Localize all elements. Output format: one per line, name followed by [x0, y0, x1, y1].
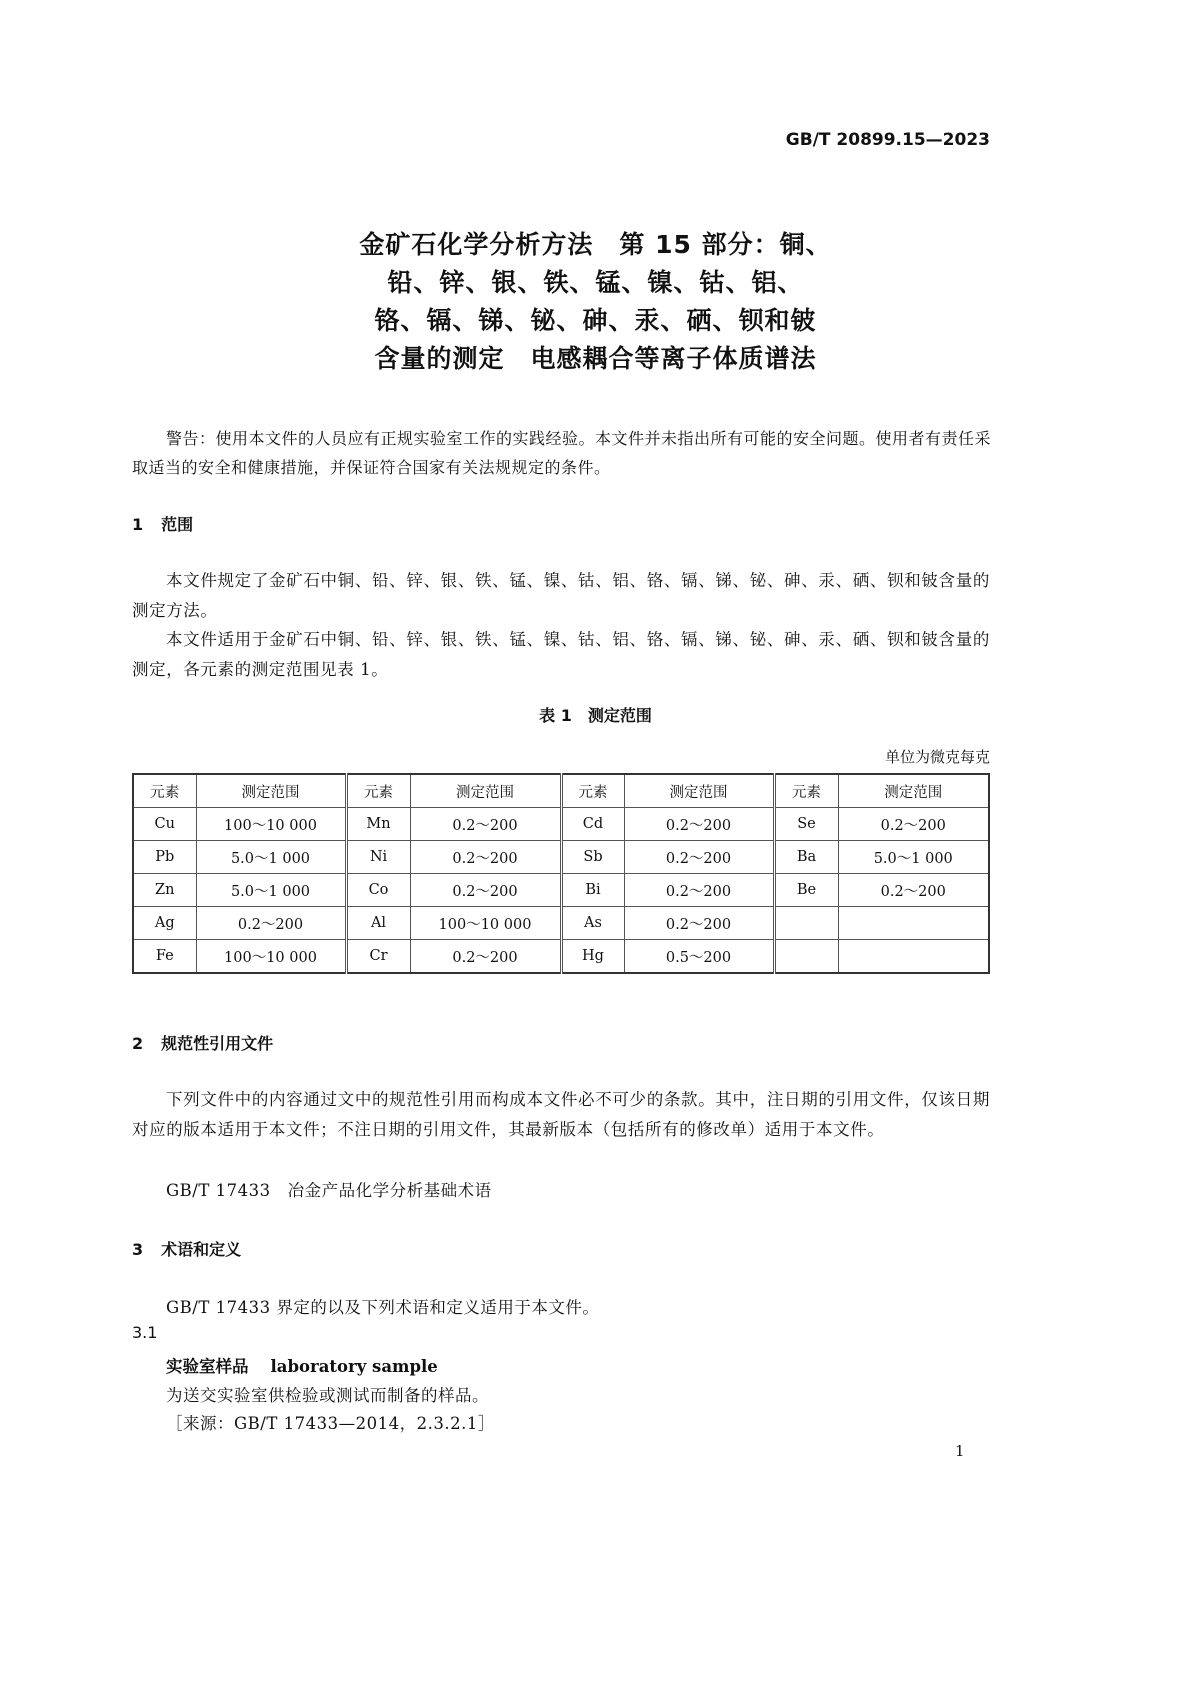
range-cell: 测定范围 — [410, 774, 561, 808]
range-cell: 测定范围 — [624, 774, 774, 808]
range-cell: 0.2～200 — [410, 874, 561, 907]
paragraph: 本文件规定了金矿石中铜、铅、锌、银、铁、锰、镍、钴、铝、铬、镉、锑、铋、砷、汞、硒、钡和铍含量的测定方法。 — [132, 571, 990, 620]
table-row — [133, 841, 989, 874]
document-title — [0, 226, 1191, 378]
element-cell: Fe — [133, 940, 196, 974]
range-cell: 0.2～200 — [410, 940, 561, 974]
range-cell: 0.5～200 — [624, 940, 774, 974]
table-row — [133, 874, 989, 907]
section-number: 2 — [132, 1034, 144, 1053]
element-cell: Sb — [561, 841, 624, 874]
element-cell: 元素 — [774, 774, 838, 808]
paragraph: 本文件适用于金矿石中铜、铅、锌、银、铁、锰、镍、钴、铝、铬、镉、锑、铋、砷、汞、硒、钡和铍含量的测定，各元素的测定范围见表 1。 — [132, 630, 990, 679]
term-zh: 实验室样品 — [166, 1357, 249, 1376]
section-1-heading — [132, 512, 193, 535]
table-row — [133, 940, 989, 974]
title-line: 含量的测定 电感耦合等离子体质谱法 — [374, 344, 817, 373]
element-cell: Cr — [346, 940, 410, 974]
range-cell: 0.2～200 — [410, 841, 561, 874]
element-cell: Al — [346, 907, 410, 940]
term-source: ［来源：GB/T 17433—2014，2.3.2.1］ — [166, 1414, 495, 1433]
element-cell: Se — [774, 808, 838, 841]
table-row — [133, 907, 989, 940]
range-cell: 5.0～1 000 — [196, 841, 346, 874]
section-2-heading — [132, 1031, 273, 1054]
section-number: 1 — [132, 515, 144, 534]
term-heading — [166, 1353, 438, 1377]
range-cell: 100～10 000 — [196, 940, 346, 974]
section-title: 术语和定义 — [161, 1240, 242, 1259]
term-definition: 为送交实验室供检验或测试而制备的样品。 — [166, 1386, 489, 1405]
term-en: laboratory sample — [270, 1357, 438, 1376]
table-row — [133, 808, 989, 841]
element-cell: 元素 — [561, 774, 624, 808]
paragraph: 下列文件中的内容通过文中的规范性引用而构成本文件必不可少的条款。其中，注日期的引用文件，仅该日期对应的版本适用于本文件；不注日期的引用文件，其最新版本（包括所有的修改单）适用于本文件。 — [132, 1090, 990, 1139]
range-cell: 0.2～200 — [624, 808, 774, 841]
range-cell: 0.2～200 — [624, 874, 774, 907]
element-cell: Pb — [133, 841, 196, 874]
range-cell: 100～10 000 — [196, 808, 346, 841]
range-cell: 测定范围 — [196, 774, 346, 808]
section-title: 规范性引用文件 — [161, 1034, 274, 1053]
normative-reference: GB/T 17433 冶金产品化学分析基础术语 — [166, 1181, 492, 1200]
section-number: 3 — [132, 1240, 144, 1259]
element-cell: Ni — [346, 841, 410, 874]
table-caption: 表 1 测定范围 — [539, 706, 652, 725]
element-cell: Mn — [346, 808, 410, 841]
range-cell: 0.2～200 — [196, 907, 346, 940]
title-line: 铅、锌、银、铁、锰、镍、钴、铝、 — [387, 268, 804, 297]
element-cell: Hg — [561, 940, 624, 974]
range-cell: 5.0～1 000 — [838, 841, 989, 874]
range-cell: 5.0～1 000 — [196, 874, 346, 907]
element-cell: Be — [774, 874, 838, 907]
element-cell: Zn — [133, 874, 196, 907]
paragraph: GB/T 17433 界定的以及下列术语和定义适用于本文件。 — [166, 1298, 600, 1317]
section-title: 范围 — [161, 515, 194, 534]
title-line: 铬、镉、锑、铋、砷、汞、硒、钡和铍 — [374, 306, 817, 335]
range-cell: 0.2～200 — [838, 808, 989, 841]
table-unit: 单位为微克每克 — [884, 748, 990, 766]
element-cell: Co — [346, 874, 410, 907]
element-cell — [774, 907, 838, 940]
range-cell — [838, 907, 989, 940]
range-cell — [838, 940, 989, 974]
range-cell: 测定范围 — [838, 774, 989, 808]
range-cell: 0.2～200 — [410, 808, 561, 841]
range-cell: 0.2～200 — [624, 907, 774, 940]
section-3-heading — [132, 1237, 241, 1260]
range-cell: 0.2～200 — [838, 874, 989, 907]
element-cell: Ag — [133, 907, 196, 940]
range-cell: 100～10 000 — [410, 907, 561, 940]
element-cell: 元素 — [133, 774, 196, 808]
table-header-row — [133, 774, 989, 808]
element-cell: As — [561, 907, 624, 940]
term-number: 3.1 — [132, 1323, 158, 1342]
element-cell: Cd — [561, 808, 624, 841]
element-cell: Cu — [133, 808, 196, 841]
title-line: 金矿石化学分析方法 第 15 部分：铜、 — [359, 230, 832, 259]
range-table — [132, 773, 990, 974]
page-number: 1 — [955, 1442, 965, 1460]
range-cell: 0.2～200 — [624, 841, 774, 874]
element-cell: 元素 — [346, 774, 410, 808]
standard-number: GB/T 20899.15—2023 — [785, 130, 990, 150]
warning-text: 警告：使用本文件的人员应有正规实验室工作的实践经验。本文件并未指出所有可能的安全问题。使用者有责任采取适当的安全和健康措施，并保证符合国家有关法规规定的条件。 — [132, 429, 992, 477]
element-cell: Bi — [561, 874, 624, 907]
element-cell — [774, 940, 838, 974]
element-cell: Ba — [774, 841, 838, 874]
